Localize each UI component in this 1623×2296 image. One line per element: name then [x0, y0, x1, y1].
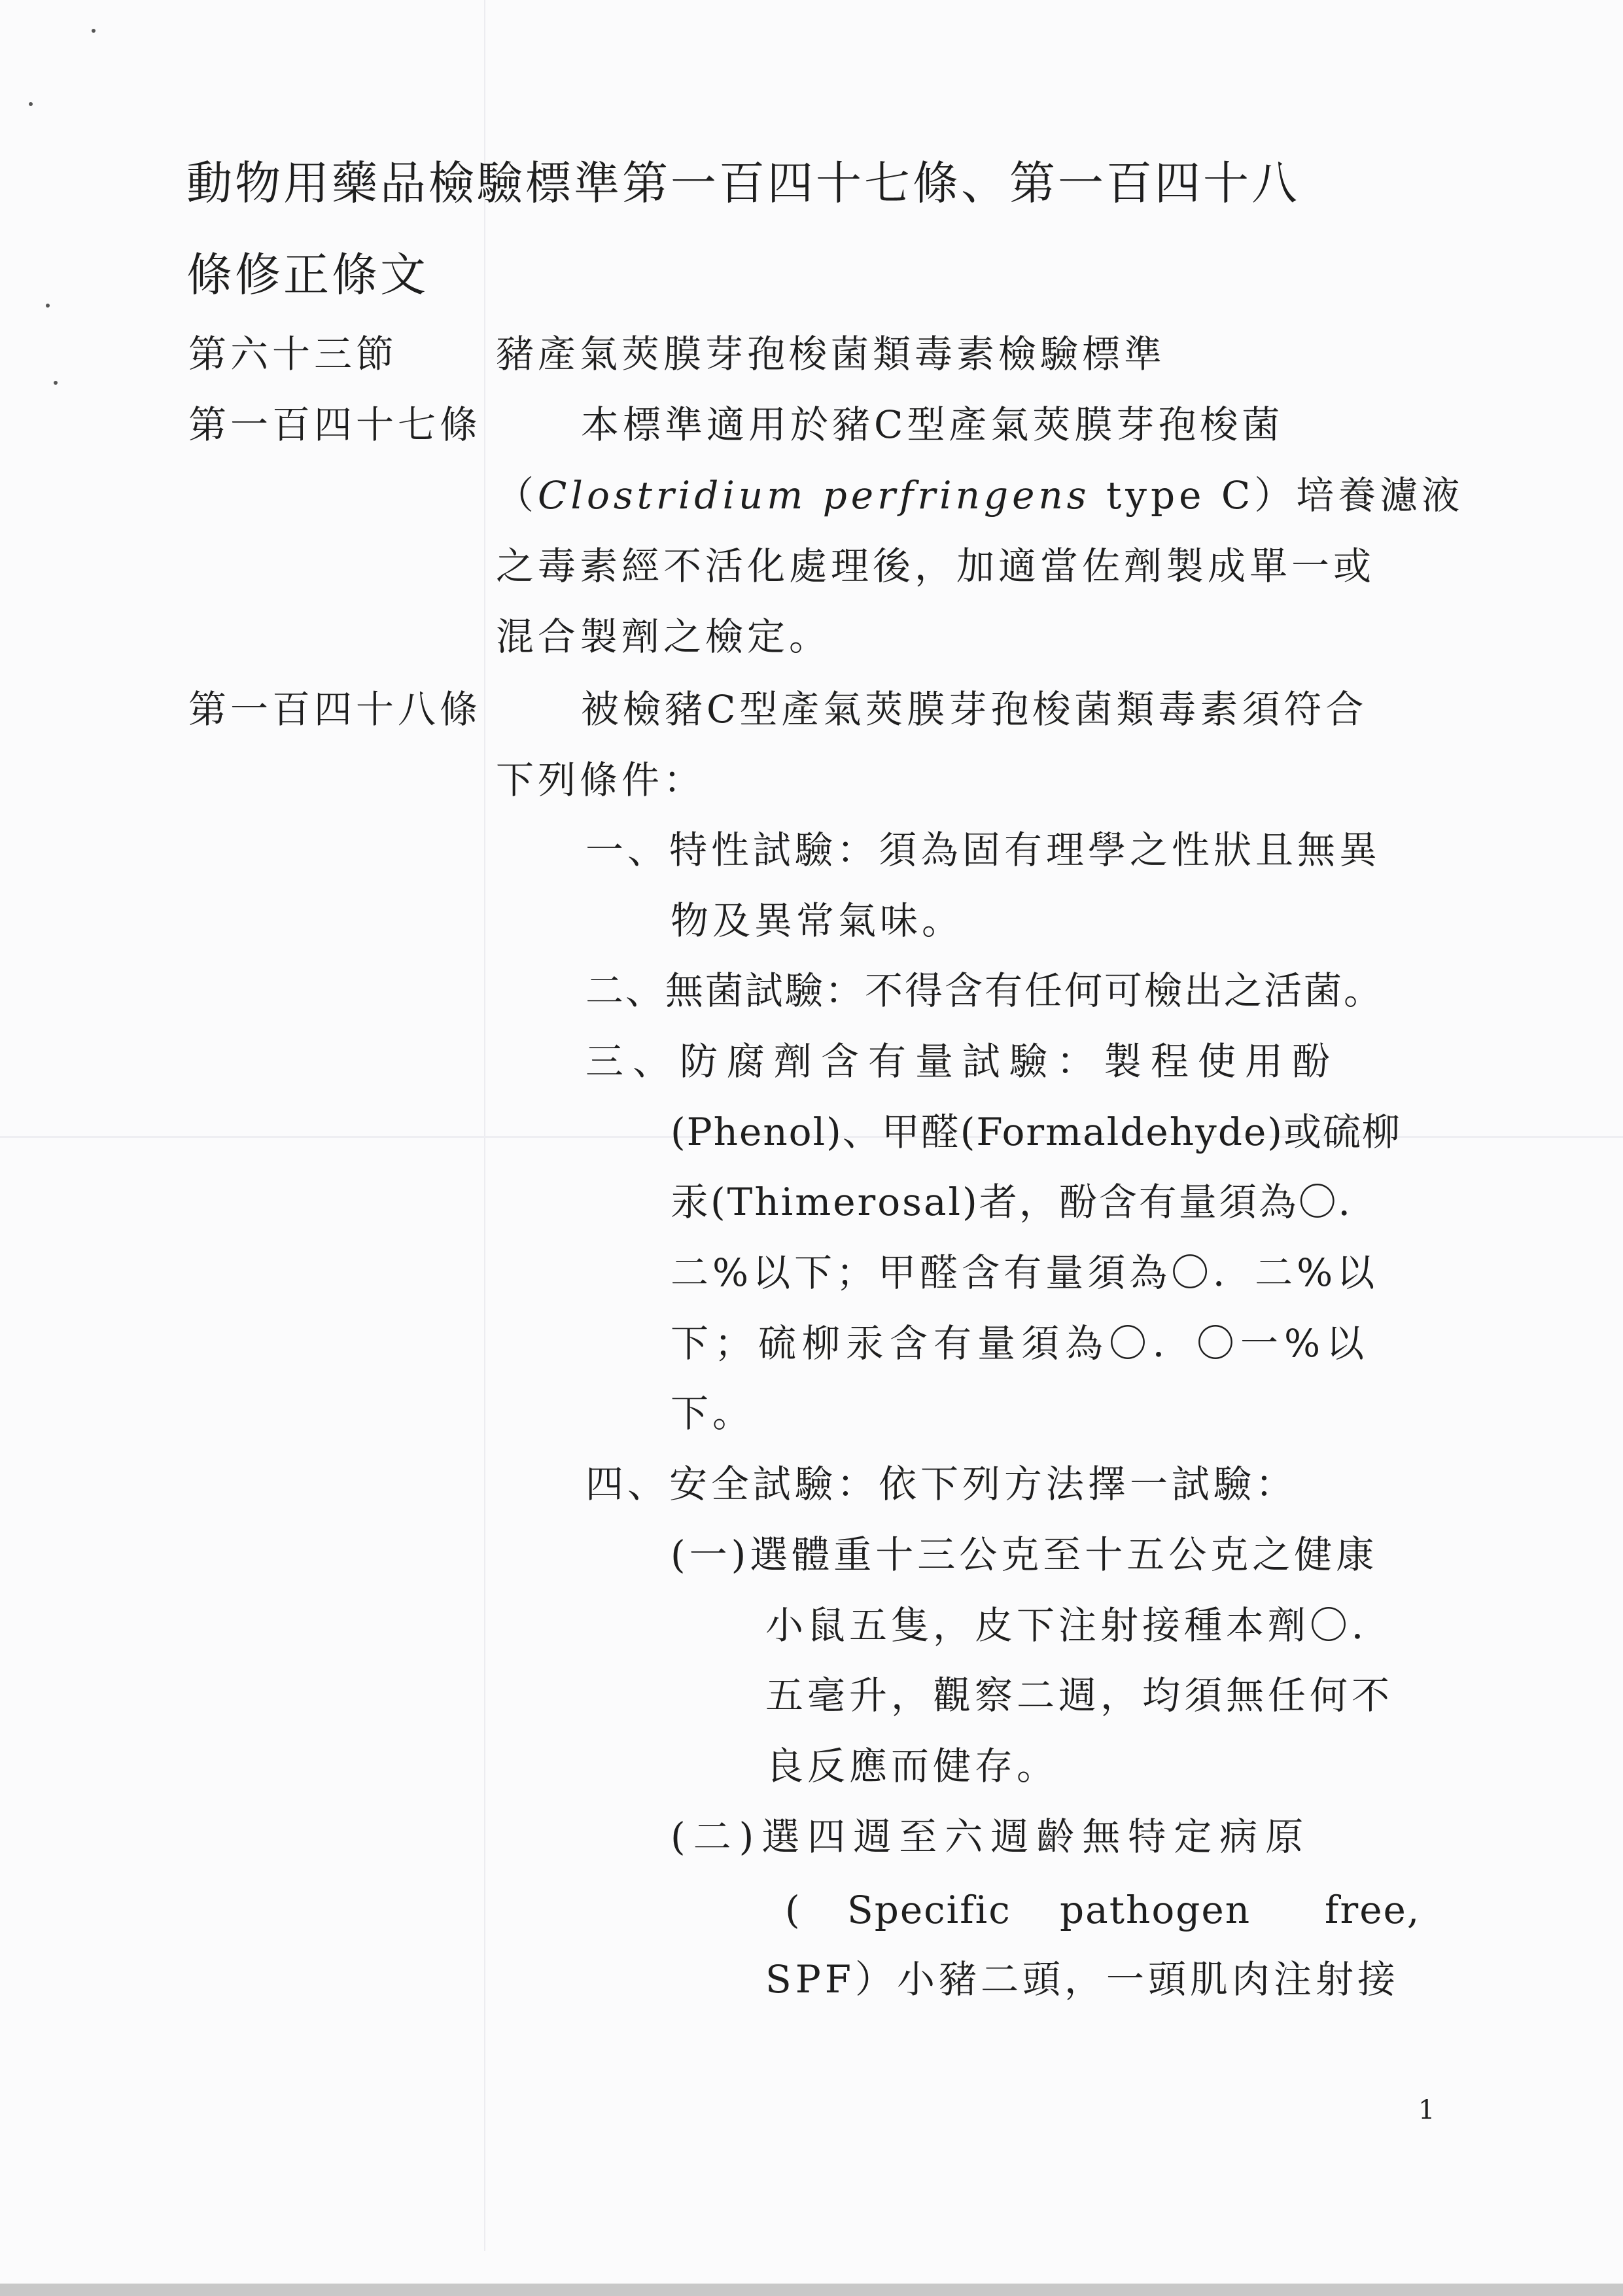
- item-4-line: 四、安全試驗：依下列方法擇一試驗：: [585, 1462, 1298, 1506]
- item-1-line: 物及異常氣味。: [671, 898, 964, 943]
- subitem-2-paren: (: [785, 1888, 804, 1932]
- section-heading: 豬產氣莢膜芽孢梭菌類毒素檢驗標準: [496, 332, 1166, 376]
- document-title-line2: 條修正條文: [186, 248, 428, 302]
- subitem-2-word: Specific: [847, 1888, 1011, 1932]
- article-147-line: 混合製劑之檢定。: [496, 614, 831, 659]
- scan-speck: [46, 304, 50, 308]
- subitem-2-word: pathogen: [1060, 1888, 1251, 1932]
- section-label: 第六十三節: [188, 332, 398, 376]
- subitem-1-line: 五毫升，觀察二週，均須無任何不: [765, 1673, 1394, 1718]
- article-148-line: 下列條件：: [496, 758, 706, 802]
- article-147-line: 本標準適用於豬C型產氣莢膜芽孢梭菌: [581, 402, 1284, 447]
- page-number: 1: [1418, 2095, 1435, 2125]
- article-147-label: 第一百四十七條: [188, 402, 482, 447]
- item-3-line: 下。: [671, 1391, 755, 1436]
- article-147-line-2: （Clostridium perfringens type C）培養濾液: [496, 473, 1464, 518]
- item-3-line: (Phenol)、甲醛(Formaldehyde)或硫柳: [671, 1110, 1401, 1154]
- scan-bottom-edge: [0, 2284, 1623, 2296]
- item-2-line: 二、無菌試驗：不得含有任何可檢出之活菌。: [585, 968, 1384, 1013]
- article-147-line: 之毒素經不活化處理後，加適當佐劑製成單一或: [496, 544, 1376, 588]
- item-3-line: 三、防腐劑含有量試驗：製程使用酚: [585, 1039, 1340, 1084]
- item-3-line: 下；硫柳汞含有量須為〇．〇一%以: [671, 1321, 1370, 1366]
- species-name-italic: Clostridium perfringens: [538, 473, 1091, 518]
- subitem-1-line: (一)選體重十三公克至十五公克之健康: [671, 1532, 1378, 1577]
- scan-speck: [92, 29, 96, 33]
- fold-line-vertical: [484, 0, 485, 2251]
- subitem-1-line: 小鼠五隻，皮下注射接種本劑〇．: [765, 1603, 1394, 1648]
- article-148-label: 第一百四十八條: [188, 687, 482, 732]
- article-148-line: 被檢豬C型產氣莢膜芽孢梭菌類毒素須符合: [581, 687, 1368, 732]
- subitem-2-line: (二)選四週至六週齡無特定病原: [671, 1814, 1312, 1859]
- document-title-line1: 動物用藥品檢驗標準第一百四十七條、第一百四十八: [186, 156, 1300, 210]
- subitem-1-line: 良反應而健存。: [765, 1744, 1059, 1788]
- item-1-line: 一、特性試驗：須為固有理學之性狀且無異: [585, 828, 1382, 872]
- scan-speck: [54, 381, 58, 385]
- item-3-line: 二%以下；甲醛含有量須為〇．二%以: [671, 1250, 1379, 1295]
- subitem-2-line: SPF）小豬二頭，一頭肌肉注射接: [765, 1957, 1400, 2002]
- scan-speck: [29, 102, 33, 106]
- subitem-2-word: free,: [1325, 1888, 1421, 1932]
- item-3-line: 汞(Thimerosal)者，酚含有量須為〇．: [671, 1180, 1378, 1224]
